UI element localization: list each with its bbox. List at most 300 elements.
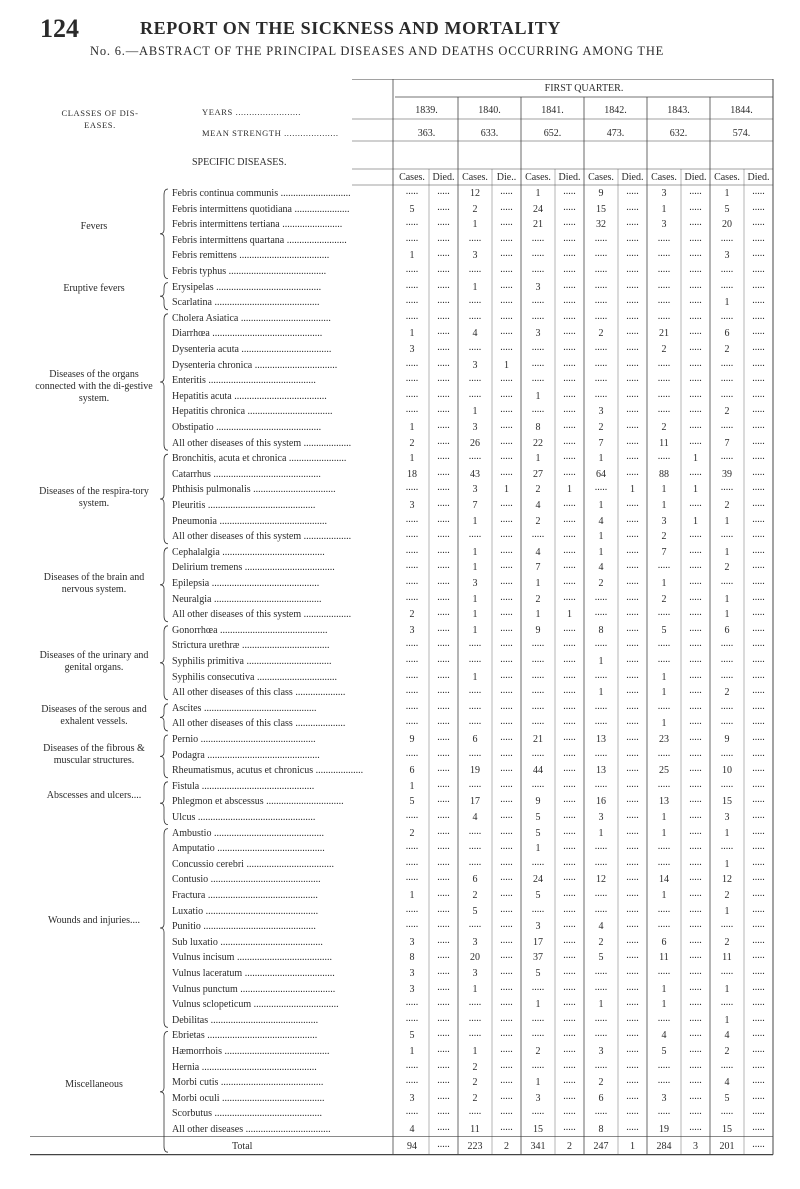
cases-value: 3 bbox=[598, 406, 604, 418]
cases-value: 2 bbox=[409, 827, 415, 839]
leader-dots: ..... bbox=[437, 778, 450, 790]
disease-name: Amputatio ........................................... bbox=[172, 843, 325, 855]
died-subheading: Die.. bbox=[496, 172, 517, 183]
cases-value: 5 bbox=[535, 827, 541, 839]
disease-name: Hernia .............................................. bbox=[172, 1061, 317, 1073]
table-title: No. 6.—ABSTRACT OF THE PRINCIPAL DISEASES AND DEATHS OCCURRING AMONG THE bbox=[90, 44, 665, 58]
leader-dots: ..... bbox=[468, 778, 482, 790]
leader-dots: ..... bbox=[468, 919, 482, 931]
leader-dots: ..... bbox=[626, 810, 639, 821]
disease-name: Febris typhus ....................................... bbox=[172, 266, 327, 277]
leader-dots: ..... bbox=[500, 732, 513, 743]
leader-dots: ..... bbox=[531, 638, 545, 650]
cases-value: 1 bbox=[724, 546, 730, 558]
cases-value: 6 bbox=[661, 936, 667, 948]
leader-dots: ..... bbox=[468, 638, 482, 650]
disease-name-text: Dysenteria chronica bbox=[172, 359, 253, 371]
leader-dots: ..... bbox=[468, 342, 482, 353]
cases-value: 4 bbox=[598, 562, 604, 574]
leader-dots: ..... bbox=[405, 903, 419, 915]
disease-name-text: Ebrietas bbox=[172, 1030, 205, 1042]
leader-dots: ..... bbox=[500, 201, 513, 213]
cases-value: 4 bbox=[598, 515, 604, 527]
cases-value: 3 bbox=[724, 250, 730, 262]
leader-dots: ..... bbox=[500, 373, 513, 385]
cases-value: 1 bbox=[598, 656, 604, 667]
leader-dots: ..... bbox=[752, 498, 765, 509]
disease-name-text: Hepatitis acuta bbox=[172, 390, 232, 402]
leader-dots: ..... bbox=[689, 794, 702, 806]
cases-value: 1 bbox=[409, 453, 415, 465]
leader-dots: ..... bbox=[563, 919, 576, 931]
leader-dots: ..... bbox=[657, 919, 671, 931]
disease-name-text: Erysipelas bbox=[172, 281, 214, 293]
cases-value: 24 bbox=[533, 203, 543, 215]
disease-name-text: Ascites bbox=[172, 702, 202, 714]
leader-dots: ..... bbox=[594, 373, 608, 385]
leader-dots: ..... bbox=[594, 716, 608, 728]
leader-dots: ..... bbox=[500, 950, 513, 962]
leader-dots: ..... bbox=[437, 1138, 450, 1150]
leader-dots: ..... bbox=[657, 310, 671, 322]
leader-dots: ..... bbox=[531, 716, 545, 728]
leader-dots: ..... bbox=[563, 186, 576, 197]
leader-dots: ..... bbox=[689, 856, 702, 868]
leader-dots: ..... bbox=[626, 841, 639, 853]
leader-dots: ..... bbox=[500, 997, 513, 1009]
leader-dots: ..... bbox=[405, 279, 419, 291]
leader-dots: ..... bbox=[752, 1075, 765, 1087]
cases-value: 7 bbox=[472, 500, 478, 511]
disease-name: Syphilis primitiva .................................. bbox=[172, 656, 332, 667]
leader-dots: ..... bbox=[405, 654, 419, 665]
disease-name: Fractura ............................................ bbox=[172, 890, 318, 901]
leader-dots: ..... bbox=[752, 1090, 765, 1102]
class-label: Fevers bbox=[80, 220, 108, 232]
leader-dots: ..... bbox=[468, 451, 482, 463]
leader-dots: ..... bbox=[500, 1090, 513, 1102]
cases-value: 5 bbox=[661, 1046, 667, 1057]
class-brace bbox=[160, 548, 168, 622]
leader-dots: ..... bbox=[689, 326, 702, 338]
leader-dots: ..... bbox=[689, 1028, 702, 1040]
cases-value: 6 bbox=[724, 624, 730, 636]
leader-dots: ..... bbox=[531, 295, 545, 307]
cases-value: 15 bbox=[722, 796, 732, 808]
leader-dots: ..... bbox=[500, 513, 513, 525]
cases-value: 3 bbox=[409, 344, 415, 355]
cases-value: 3 bbox=[535, 1092, 541, 1104]
cases-value: 3 bbox=[472, 936, 478, 948]
cases-value: 1 bbox=[409, 422, 415, 433]
leader-dots: ..... bbox=[594, 747, 608, 759]
cases-value: 1 bbox=[661, 203, 667, 215]
leader-dots: ..... bbox=[689, 560, 702, 572]
leader-dots: ..... bbox=[468, 700, 482, 712]
disease-name-text: Morbi oculi bbox=[172, 1092, 220, 1104]
cases-value: 20 bbox=[722, 219, 732, 231]
leader-dots: ..... bbox=[437, 232, 450, 244]
died-value: 1 bbox=[693, 515, 698, 527]
cases-value: 32 bbox=[596, 219, 606, 231]
leader-dots: ..... bbox=[626, 856, 639, 868]
leader-dots: ..... bbox=[689, 1106, 702, 1118]
leader-dots: ..... bbox=[563, 888, 576, 899]
leader-dots: ..... bbox=[563, 997, 576, 1009]
disease-name: Sub luxatio ......................................... bbox=[172, 936, 323, 948]
leader-dots: ..... bbox=[626, 607, 639, 619]
leader-dots: ..... bbox=[500, 1028, 513, 1040]
leader-dots: ..... bbox=[689, 373, 702, 385]
leader-dots: ..... bbox=[405, 919, 419, 931]
leader-dots: ..... bbox=[720, 966, 734, 977]
leader-dots: ..... bbox=[752, 201, 765, 213]
disease-name-text: Hernia bbox=[172, 1061, 200, 1073]
leader-dots: ..... bbox=[752, 1044, 765, 1055]
leader-dots: ..... bbox=[405, 310, 419, 322]
leader-dots: ..... bbox=[405, 388, 419, 400]
leader-dots: ..... bbox=[500, 622, 513, 634]
leader-dots: ..... bbox=[563, 498, 576, 509]
leader-dots: ..... bbox=[752, 388, 765, 400]
disease-name: Hepatitis acuta ..................................... bbox=[172, 390, 327, 402]
cases-value: 1 bbox=[472, 281, 478, 293]
disease-name: Gonorrhœa ........................................... bbox=[172, 624, 328, 636]
cases-value: 19 bbox=[659, 1124, 669, 1135]
leader-dots: ..... bbox=[563, 435, 576, 447]
disease-name: Podagra ............................................. bbox=[172, 749, 320, 761]
leader-dots: ..... bbox=[752, 232, 765, 244]
disease-name: Concussio cerebri ................................... bbox=[172, 858, 334, 870]
leader-dots: ..... bbox=[752, 763, 765, 775]
cases-value: 9 bbox=[724, 734, 730, 745]
leader-dots: ..... bbox=[752, 373, 765, 385]
cases-value: 1 bbox=[598, 827, 604, 839]
cases-value: 2 bbox=[409, 609, 415, 621]
cases-value: 13 bbox=[659, 796, 669, 808]
leader-dots: ..... bbox=[689, 763, 702, 775]
leader-dots: ..... bbox=[626, 295, 639, 307]
leader-dots: ..... bbox=[531, 856, 545, 868]
leader-dots: ..... bbox=[689, 279, 702, 291]
leader-dots: ..... bbox=[437, 560, 450, 572]
disease-name-text: Pernio bbox=[172, 734, 199, 745]
cases-value: 3 bbox=[472, 359, 478, 371]
leader-dots: ..... bbox=[500, 295, 513, 307]
leader-dots: ..... bbox=[626, 591, 639, 603]
leader-dots: ..... bbox=[689, 404, 702, 416]
leader-dots: ..... bbox=[657, 264, 671, 275]
disease-name-text: Sub luxatio bbox=[172, 936, 218, 948]
leader-dots: ..... bbox=[500, 919, 513, 931]
leader-dots: ..... bbox=[500, 763, 513, 775]
leader-dots: ..... bbox=[752, 716, 765, 728]
leader-dots: ..... bbox=[531, 248, 545, 260]
leader-dots: ..... bbox=[626, 186, 639, 197]
leader-dots: ..... bbox=[752, 934, 765, 946]
leader-dots: ..... bbox=[657, 903, 671, 915]
disease-name-text: Cholera Asiatica bbox=[172, 312, 239, 324]
leader-dots: ..... bbox=[500, 451, 513, 463]
leader-dots: ..... bbox=[437, 342, 450, 353]
leader-dots: ..... bbox=[689, 716, 702, 728]
strength-value: 632. bbox=[669, 128, 688, 139]
leader-dots: ..... bbox=[752, 700, 765, 712]
leader-dots: ..... bbox=[594, 342, 608, 353]
leader-dots: ..... bbox=[405, 217, 419, 229]
cases-value: 9 bbox=[535, 796, 541, 808]
cases-value: 3 bbox=[409, 624, 415, 636]
leader-dots: ..... bbox=[500, 1012, 513, 1024]
leader-dots: ..... bbox=[500, 560, 513, 572]
cases-value: 18 bbox=[407, 468, 417, 480]
cases-value: 2 bbox=[472, 1092, 478, 1104]
cases-value: 1 bbox=[661, 718, 667, 730]
leader-dots: ..... bbox=[500, 794, 513, 806]
leader-dots: ..... bbox=[531, 700, 545, 712]
cases-value: 4 bbox=[724, 1030, 730, 1042]
disease-name-text: Febris intermittens tertiana bbox=[172, 219, 280, 231]
leader-dots: ..... bbox=[468, 1028, 482, 1040]
leader-dots: ..... bbox=[752, 1138, 765, 1150]
died-subheading: Died. bbox=[747, 172, 770, 183]
leader-dots: ..... bbox=[657, 966, 671, 977]
leader-dots: ..... bbox=[437, 420, 450, 431]
leader-dots: ..... bbox=[626, 404, 639, 416]
cases-value: 1 bbox=[598, 999, 604, 1011]
leader-dots: ..... bbox=[468, 373, 482, 385]
cases-value: 1 bbox=[472, 406, 478, 418]
leader-dots: ..... bbox=[752, 544, 765, 556]
year-heading: 1844. bbox=[730, 105, 753, 116]
leader-dots: ..... bbox=[437, 544, 450, 556]
leader-dots: ..... bbox=[437, 1106, 450, 1118]
disease-name-text: Podagra bbox=[172, 749, 205, 761]
cases-value: 3 bbox=[598, 812, 604, 823]
leader-dots: ..... bbox=[531, 310, 545, 322]
leader-dots: ..... bbox=[437, 482, 450, 494]
leader-dots: ..... bbox=[563, 1075, 576, 1087]
leader-dots: ..... bbox=[468, 997, 482, 1009]
leader-dots: ..... bbox=[689, 466, 702, 478]
cases-value: 2 bbox=[409, 437, 415, 449]
leader-dots: ..... bbox=[437, 872, 450, 884]
class-label: Diseases of the respira-tory system. bbox=[39, 486, 149, 509]
strength-value: 473. bbox=[606, 128, 625, 139]
cases-value: 19 bbox=[470, 765, 480, 777]
leader-dots: ..... bbox=[405, 560, 419, 572]
leader-dots: ..... bbox=[689, 357, 702, 369]
disease-name: All other diseases .................................. bbox=[172, 1124, 331, 1135]
leader-dots: ..... bbox=[752, 919, 765, 931]
leader-dots: ..... bbox=[657, 560, 671, 572]
cases-value: 1 bbox=[724, 827, 730, 839]
leader-dots: ..... bbox=[720, 232, 734, 244]
leader-dots: ..... bbox=[752, 1012, 765, 1024]
cases-value: 1 bbox=[661, 827, 667, 839]
leader-dots: ..... bbox=[689, 264, 702, 275]
class-label: Diseases of the urinary and genital organs. bbox=[39, 649, 149, 673]
disease-name-text: Delirium tremens bbox=[172, 562, 243, 574]
strength-value: 363. bbox=[417, 128, 436, 139]
cases-value: 1 bbox=[661, 983, 667, 995]
leader-dots: ..... bbox=[500, 1059, 513, 1071]
cases-value: 1 bbox=[661, 484, 667, 496]
leader-dots: ..... bbox=[689, 232, 702, 244]
leader-dots: ..... bbox=[689, 201, 702, 213]
disease-name-text: Enteritis bbox=[172, 375, 206, 387]
disease-name-text: Vulnus punctum bbox=[172, 983, 238, 995]
cases-value: 3 bbox=[409, 1092, 415, 1104]
strength-value: 574. bbox=[732, 128, 751, 139]
leader-dots: ..... bbox=[500, 186, 513, 197]
leader-dots: ..... bbox=[437, 186, 450, 197]
leader-dots: ..... bbox=[500, 591, 513, 603]
leader-dots: ..... bbox=[500, 903, 513, 915]
leader-dots: ..... bbox=[689, 310, 702, 322]
disease-name-text: Total bbox=[232, 1140, 253, 1152]
cases-value: 1 bbox=[661, 999, 667, 1011]
disease-name: Vulnus laceratum .................................... bbox=[172, 968, 335, 979]
leader-dots: ..... bbox=[626, 342, 639, 353]
cases-value: 3 bbox=[409, 500, 415, 511]
leader-dots: ..... bbox=[720, 420, 734, 431]
disease-name-text: Luxatio bbox=[172, 905, 204, 917]
leader-dots: ..... bbox=[563, 716, 576, 728]
cases-value: 25 bbox=[659, 765, 669, 777]
leader-dots: ..... bbox=[626, 1075, 639, 1087]
leader-dots: ..... bbox=[689, 778, 702, 790]
disease-name-text: Febris intermittens quartana bbox=[172, 234, 285, 246]
leader-dots: ..... bbox=[437, 591, 450, 603]
leader-dots: ..... bbox=[752, 295, 765, 307]
leader-dots: ..... bbox=[657, 856, 671, 868]
leader-dots: ..... bbox=[563, 778, 576, 790]
leader-dots: ..... bbox=[720, 373, 734, 385]
class-brace bbox=[160, 704, 168, 731]
strength-value: 633. bbox=[480, 128, 499, 139]
leader-dots: ..... bbox=[563, 966, 576, 977]
leader-dots: ..... bbox=[594, 966, 608, 977]
leader-dots: ..... bbox=[437, 763, 450, 775]
cases-value: 9 bbox=[535, 624, 541, 636]
leader-dots: ..... bbox=[626, 1059, 639, 1071]
leader-dots: ..... bbox=[468, 716, 482, 728]
leader-dots: ..... bbox=[563, 1059, 576, 1071]
cases-value: 3 bbox=[472, 578, 478, 589]
leader-dots: ..... bbox=[437, 279, 450, 291]
specific-diseases-heading: SPECIFIC DISEASES. bbox=[192, 157, 287, 168]
leader-dots: ..... bbox=[752, 732, 765, 743]
leader-dots: ..... bbox=[752, 217, 765, 229]
leader-dots: ..... bbox=[594, 248, 608, 260]
leader-dots: ..... bbox=[720, 919, 734, 931]
leader-dots: ..... bbox=[752, 435, 765, 447]
leader-dots: ..... bbox=[437, 903, 450, 915]
leader-dots: ..... bbox=[405, 638, 419, 650]
leader-dots: ..... bbox=[626, 560, 639, 572]
leader-dots: ..... bbox=[752, 950, 765, 962]
disease-name: Febris intermittens quotidiana ...................... bbox=[172, 203, 350, 215]
leader-dots: ..... bbox=[563, 903, 576, 915]
leader-dots: ..... bbox=[531, 1012, 545, 1024]
leader-dots: ..... bbox=[437, 981, 450, 993]
cases-subheading: Cases. bbox=[714, 172, 740, 183]
disease-name-text: Pleuritis bbox=[172, 500, 206, 511]
disease-name: Fistula ............................................. bbox=[172, 780, 315, 792]
class-label: Eruptive fevers bbox=[63, 283, 125, 295]
cases-value: 4 bbox=[409, 1124, 415, 1135]
leader-dots: ..... bbox=[626, 232, 639, 244]
leader-dots: ..... bbox=[689, 576, 702, 587]
leader-dots: ..... bbox=[657, 841, 671, 853]
leader-dots: ..... bbox=[689, 1075, 702, 1087]
leader-dots: ..... bbox=[500, 981, 513, 993]
leader-dots: ..... bbox=[720, 700, 734, 712]
leader-dots: ..... bbox=[752, 248, 765, 260]
disease-name-text: Phthisis pulmonalis bbox=[172, 484, 251, 496]
cases-value: 27 bbox=[533, 468, 543, 480]
leader-dots: ..... bbox=[563, 825, 576, 837]
disease-name-text: Epilepsia bbox=[172, 578, 210, 589]
cases-value: 1 bbox=[598, 546, 604, 558]
leader-dots: ..... bbox=[468, 232, 482, 244]
leader-dots: ..... bbox=[657, 638, 671, 650]
leader-dots: ..... bbox=[437, 1044, 450, 1055]
cases-value: 4 bbox=[598, 921, 604, 933]
leader-dots: ..... bbox=[405, 576, 419, 587]
leader-dots: ..... bbox=[626, 264, 639, 275]
class-brace bbox=[160, 1031, 168, 1152]
leader-dots: ..... bbox=[626, 201, 639, 213]
cases-value: 5 bbox=[661, 624, 667, 636]
strength-value: 652. bbox=[543, 128, 562, 139]
disease-name-text: Fractura bbox=[172, 890, 206, 901]
disease-name: Neuralgia ........................................... bbox=[172, 593, 322, 605]
disease-name-text: Vulnus laceratum bbox=[172, 968, 243, 979]
disease-name: Pernio .............................................. bbox=[172, 734, 316, 745]
disease-name-text: Cephalalgia bbox=[172, 546, 220, 558]
died-value: 1 bbox=[693, 484, 698, 496]
cases-value: 2 bbox=[472, 1061, 478, 1073]
disease-name-text: Syphilis consecutiva bbox=[172, 671, 255, 683]
cases-value: 1 bbox=[472, 515, 478, 527]
leader-dots: ..... bbox=[752, 279, 765, 291]
cases-value: 2 bbox=[535, 593, 541, 605]
leader-dots: ..... bbox=[405, 1059, 419, 1071]
leader-dots: ..... bbox=[626, 435, 639, 447]
leader-dots: ..... bbox=[594, 903, 608, 915]
leader-dots: ..... bbox=[405, 186, 419, 197]
leader-dots: ..... bbox=[626, 388, 639, 400]
leader-dots: ..... bbox=[626, 217, 639, 229]
disease-name-text: Morbi cutis bbox=[172, 1077, 219, 1089]
cases-value: 6 bbox=[409, 765, 415, 777]
leader-dots: ..... bbox=[405, 685, 419, 697]
leader-dots: ..... bbox=[752, 903, 765, 915]
leader-dots: ..... bbox=[626, 716, 639, 728]
leader-dots: ..... bbox=[752, 1122, 765, 1133]
cases-value: 2 bbox=[661, 422, 667, 433]
cases-value: 21 bbox=[659, 328, 669, 340]
cases-value: 7 bbox=[535, 562, 541, 574]
leader-dots: ..... bbox=[468, 856, 482, 868]
disease-name: Febris intermittens quartana ........................ bbox=[172, 234, 347, 246]
leader-dots: ..... bbox=[437, 1012, 450, 1024]
cases-value: 2 bbox=[472, 1077, 478, 1089]
leader-dots: ..... bbox=[594, 888, 608, 899]
leader-dots: ..... bbox=[689, 217, 702, 229]
